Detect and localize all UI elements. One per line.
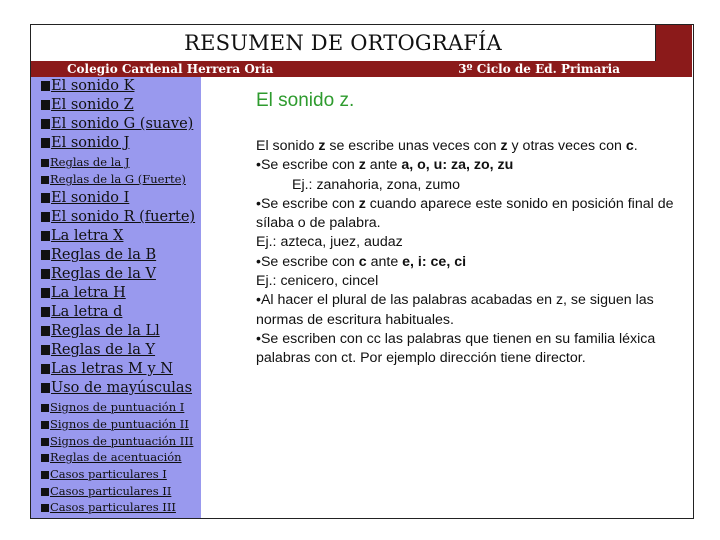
nav-item-label: El sonido K bbox=[51, 78, 135, 94]
nav-item[interactable] bbox=[41, 78, 134, 94]
nav-item[interactable] bbox=[41, 434, 193, 448]
bullet-square-icon bbox=[41, 438, 49, 446]
content-heading: El sonido z. bbox=[256, 90, 355, 111]
paragraph-intro: El sonido z se escribe unas veces con z y otras veces con c. bbox=[256, 138, 638, 154]
nav-item-label: Signos de puntuación III bbox=[50, 434, 194, 448]
nav-item-label: Las letras M y N bbox=[51, 361, 173, 377]
subtitle-bar bbox=[31, 61, 692, 77]
nav-item[interactable] bbox=[41, 285, 126, 301]
nav-item[interactable] bbox=[41, 467, 167, 481]
nav-item[interactable] bbox=[41, 155, 130, 169]
bullet-square-icon bbox=[41, 231, 50, 241]
nav-item-label: La letra X bbox=[51, 228, 124, 244]
nav-item[interactable] bbox=[41, 342, 155, 358]
rule-final-position: •Se escribe con z cuando aparece este sonido en posición final de sílaba o de palabra. bbox=[256, 195, 674, 232]
cycle-label: 3º Ciclo de Ed. Primaria bbox=[458, 62, 620, 76]
nav-item-label: Reglas de la Y bbox=[51, 342, 156, 358]
bullet-square-icon bbox=[41, 269, 50, 279]
bullet-square-icon bbox=[41, 421, 49, 429]
nav-item-label: Casos particulares III bbox=[50, 500, 176, 514]
bullet-square-icon bbox=[41, 326, 50, 336]
bullet-square-icon bbox=[41, 119, 50, 129]
nav-item-label: Reglas de la G (Fuerte) bbox=[50, 172, 186, 186]
bullet-square-icon bbox=[41, 504, 49, 512]
nav-item-label: Reglas de la B bbox=[51, 247, 157, 263]
bullet-square-icon bbox=[41, 383, 50, 393]
bullet-square-icon bbox=[41, 288, 50, 298]
corner-decoration bbox=[656, 25, 692, 61]
nav-item[interactable] bbox=[41, 228, 123, 244]
nav-item[interactable] bbox=[41, 484, 171, 498]
nav-item-label: Casos particulares II bbox=[50, 484, 172, 498]
page-title: RESUMEN DE ORTOGRAFÍA bbox=[184, 31, 502, 55]
nav-item[interactable] bbox=[41, 97, 134, 113]
nav-item-label: La letra H bbox=[51, 285, 126, 301]
nav-item[interactable] bbox=[41, 209, 195, 225]
nav-item[interactable] bbox=[41, 380, 192, 396]
bullet-square-icon bbox=[41, 404, 49, 412]
rule-za-zo-zu: •Se escribe con z ante a, o, u: za, zo, zu bbox=[256, 157, 514, 174]
nav-item-label: El sonido G (suave) bbox=[51, 116, 194, 132]
bullet-square-icon bbox=[41, 138, 50, 148]
example-ce-ci: Ej.: cenicero, cincel bbox=[256, 273, 379, 290]
nav-item-label: Casos particulares I bbox=[50, 467, 167, 481]
nav-item-label: El sonido I bbox=[51, 190, 130, 206]
rule-ce-ci: •Se escribe con c ante e, i: ce, ci bbox=[256, 253, 467, 270]
nav-item-label: Reglas de la J bbox=[50, 155, 130, 169]
bullet-square-icon bbox=[41, 307, 50, 317]
bullet-square-icon bbox=[41, 471, 49, 479]
nav-item-label: Reglas de acentuación bbox=[50, 450, 182, 464]
nav-item[interactable] bbox=[41, 116, 193, 132]
nav-item-label: El sonido R (fuerte) bbox=[51, 209, 196, 225]
bullet-square-icon bbox=[41, 81, 50, 91]
rule-cc: •Se escriben con cc las palabras que tienen en su familia léxica palabras con ct. Por ejemplo dirección tiene director. bbox=[256, 330, 656, 367]
nav-item[interactable] bbox=[41, 190, 129, 206]
bullet-square-icon bbox=[41, 100, 50, 110]
nav-item[interactable] bbox=[41, 400, 184, 414]
nav-item[interactable] bbox=[41, 323, 160, 339]
bullet-square-icon bbox=[41, 159, 49, 167]
bullet-square-icon bbox=[41, 488, 49, 496]
nav-item[interactable] bbox=[41, 361, 173, 377]
nav-item-label: Uso de mayúsculas bbox=[51, 380, 193, 396]
nav-item-label: La letra d bbox=[51, 304, 123, 320]
bullet-square-icon bbox=[41, 364, 50, 374]
nav-item[interactable] bbox=[41, 304, 122, 320]
bullet-square-icon bbox=[41, 176, 49, 184]
nav-item-label: Signos de puntuación I bbox=[50, 400, 185, 414]
nav-item[interactable] bbox=[41, 266, 156, 282]
nav-item-label: Reglas de la V bbox=[51, 266, 156, 282]
nav-item[interactable] bbox=[41, 247, 156, 263]
nav-item-label: El sonido Z bbox=[51, 97, 134, 113]
rule-plural: •Al hacer el plural de las palabras acabadas en z, se siguen las normas de escritura habituales. bbox=[256, 292, 654, 328]
bullet-square-icon bbox=[41, 345, 50, 355]
bullet-square-icon bbox=[41, 212, 50, 222]
nav-item[interactable] bbox=[41, 450, 182, 464]
nav-item[interactable] bbox=[41, 172, 186, 186]
nav-item-label: Signos de puntuación II bbox=[50, 417, 189, 431]
bullet-square-icon bbox=[41, 250, 50, 260]
content-body bbox=[256, 137, 680, 369]
nav-item[interactable] bbox=[41, 135, 129, 151]
example-za-zo-zu: Ej.: zanahoria, zona, zumo bbox=[292, 176, 460, 193]
nav-item[interactable] bbox=[41, 417, 189, 431]
nav-item[interactable] bbox=[41, 500, 176, 514]
school-name: Colegio Cardenal Herrera Oria bbox=[67, 62, 274, 76]
bullet-square-icon bbox=[41, 454, 49, 462]
example-final-position: Ej.: azteca, juez, audaz bbox=[256, 234, 403, 251]
nav-item-label: El sonido J bbox=[51, 135, 130, 151]
bullet-square-icon bbox=[41, 193, 50, 203]
title-bar bbox=[31, 25, 656, 61]
nav-item-label: Reglas de la Ll bbox=[51, 323, 160, 339]
